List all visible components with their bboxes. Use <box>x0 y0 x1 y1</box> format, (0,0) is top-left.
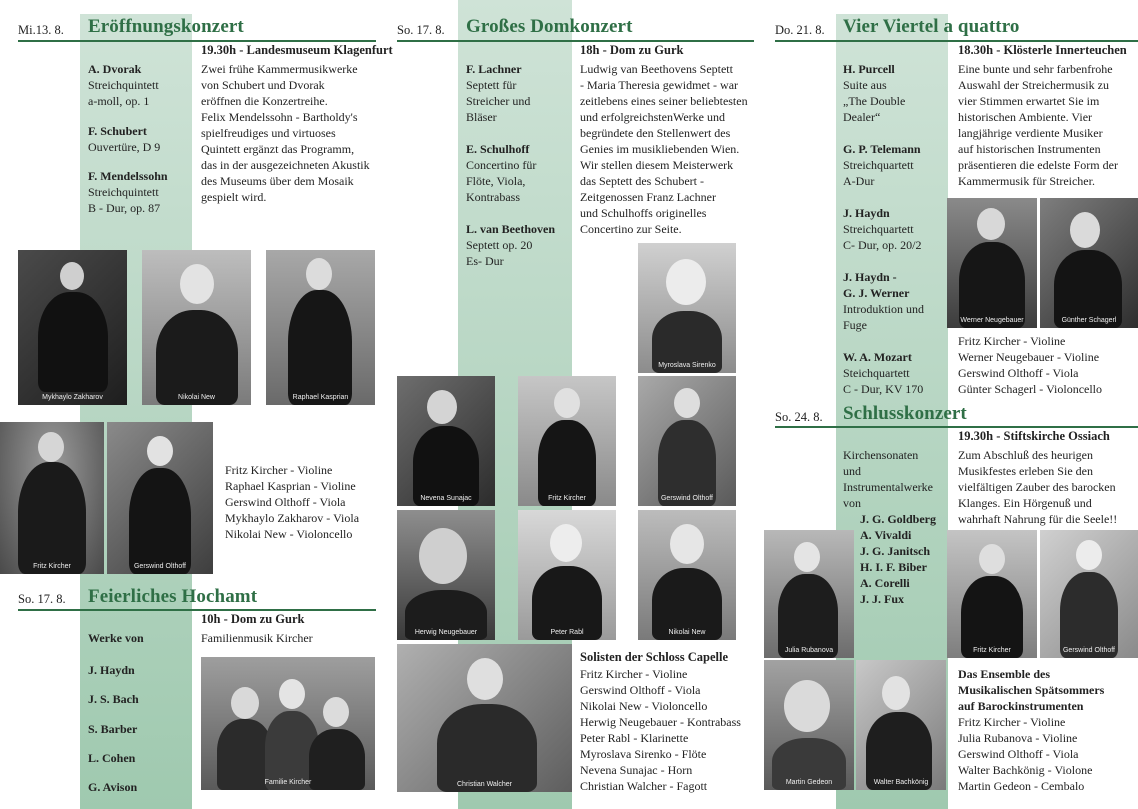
photo-caption: Familie Kircher <box>264 779 312 786</box>
photo-caption: Gerswind Olthoff <box>1062 647 1115 654</box>
program-piece <box>88 123 160 155</box>
photo-caption: Walter Bachkönig <box>873 779 929 786</box>
program-piece: H. Purcell Suite aus „The Double Dealer“ <box>843 62 906 124</box>
event-venue: 18.30h - Klösterle Innerteuchen <box>958 43 1127 57</box>
musician-photo <box>947 198 1037 328</box>
musician-photo <box>397 644 572 792</box>
program-piece: J. Haydn Streichquartett C- Dur, op. 20/2 <box>843 206 922 252</box>
ensemble-heading: Das Ensemble des Musikalischen Spätsommers auf Barockinstrumenten <box>958 667 1105 713</box>
event-title: Schlusskonzert <box>843 403 967 424</box>
composer: F. Schubert <box>88 124 147 138</box>
musician-photo <box>0 422 104 574</box>
photo-caption: Herwig Neugebauer <box>414 629 478 636</box>
musician-photo <box>638 510 736 640</box>
photo-caption: Nikolai New <box>178 394 215 401</box>
musician-photo <box>397 376 495 506</box>
photo-caption: Raphael Kasprian <box>292 394 349 401</box>
event-title: Vier Viertel a quattro <box>843 16 1020 37</box>
event-date: So. 17. 8. <box>397 23 445 37</box>
composer: A. Dvorak <box>88 62 142 76</box>
photo-caption: Mykhaylo Zakharov <box>42 394 103 401</box>
program-intro: Kirchensonaten und Instrumentalwerke von <box>843 448 933 510</box>
photo-caption: Fritz Kircher <box>548 495 586 502</box>
work: Streichquintett <box>88 78 159 92</box>
soloists-heading: Solisten der Schloss Capelle <box>580 650 729 664</box>
work: Ouvertüre, D 9 <box>88 140 161 154</box>
musician-photo <box>518 510 616 640</box>
musician-list: Fritz Kircher - Violine Werner Neugebauer - Violine Gerswind Olthoff - Viola Günter Schagerl - Violoncello <box>958 334 1103 396</box>
works-label: Werke von <box>88 631 144 645</box>
composer: G. Avison <box>88 780 138 794</box>
event-title: Eröffnungskonzert <box>88 16 244 37</box>
event-date: So. 17. 8. <box>18 592 66 606</box>
musician-photo <box>142 250 251 405</box>
event-title: Großes Domkonzert <box>466 16 633 37</box>
event-description: Familienmusik Kircher <box>201 631 313 645</box>
photo-caption: Nevena Sunajac <box>420 495 472 502</box>
photo-caption: Fritz Kircher <box>33 563 71 570</box>
composer: J. Haydn <box>88 663 135 677</box>
event-venue: 19.30h - Stiftskirche Ossiach <box>958 429 1110 443</box>
program-piece <box>88 168 168 216</box>
composer: F. Mendelssohn <box>88 169 168 183</box>
event-date: Do. 21. 8. <box>775 23 825 37</box>
title-rule <box>775 426 1138 428</box>
program-piece: W. A. Mozart Steichquartett C - Dur, KV 170 <box>843 350 924 396</box>
photo-caption: Julia Rubanova <box>784 647 834 654</box>
musician-photo <box>947 530 1037 658</box>
work: Streichquintett <box>88 185 159 199</box>
composer: L. Cohen <box>88 751 136 765</box>
photo-caption: Peter Rabl <box>550 629 584 636</box>
photo-caption: Nikolai New <box>668 629 706 636</box>
event-venue: 10h - Dom zu Gurk <box>201 612 305 626</box>
work: B - Dur, op. 87 <box>88 201 161 215</box>
program-piece: L. van Beethoven Septett op. 20 Es- Dur <box>466 222 556 268</box>
work: a-moll, op. 1 <box>88 94 150 108</box>
event-description: Zwei frühe Kammermusikwerke von Schubert und Dvorak eröffnen die Konzertreihe. Felix Mendelssohn - Bartholdy's spielfreudiges und virtuoses Quintett ergänzt das Programm, das in der ausgezeichneten Akustik des Museums über dem Mosaik gespielt wird. <box>201 62 370 204</box>
event-venue: 19.30h - Landesmuseum Klagenfurt <box>201 43 393 57</box>
photo-caption: Fritz Kircher <box>973 647 1011 654</box>
musician-photo <box>764 660 854 790</box>
program-piece: J. Haydn - G. J. Werner Introduktion und Fuge <box>843 270 924 332</box>
musician-photo <box>266 250 375 405</box>
photo-caption: Günther Schagerl <box>1061 317 1117 324</box>
musician-list: Fritz Kircher - Violine Raphael Kasprian - Violine Gerswind Olthoff - Viola Mykhaylo Zakharov - Viola Nikolai New - Violoncello <box>225 463 360 541</box>
event-description: Ludwig van Beethovens Septett - Maria Theresia gewidmet - war zeitlebens eines seiner beliebtesten und erfolgreichstenWerke und begründete den Stellenwert des Genies im musikliebenden Wien. Wir stellen diesem Meisterwerk das Septett des Schubert - Zeitgenossen Franz Lachner und Schulhoffs originelles Concertino zur Seite. <box>580 62 748 236</box>
photo-caption: Martin Gedeon <box>785 779 833 786</box>
musician-photo <box>107 422 213 574</box>
program-piece <box>88 61 159 109</box>
composer: J. S. Bach <box>88 692 139 706</box>
musician-photo <box>1040 530 1138 658</box>
photo-caption: Gerswind Olthoff <box>660 495 713 502</box>
event-title: Feierliches Hochamt <box>88 586 258 607</box>
program-piece: E. Schulhoff Concertino für Flöte, Viola, Kontrabass <box>466 142 537 204</box>
composer: S. Barber <box>88 722 138 736</box>
musician-photo <box>397 510 495 640</box>
program-piece: F. Lachner Septett für Streicher und Bläser <box>466 62 531 124</box>
title-rule <box>775 40 1138 42</box>
event-description: Eine bunte und sehr farbenfrohe Auswahl der Streichermusik zu vier Stimmen erwartet Sie im historischen Ambiente. Vier langjährige verdiente Musiker auf historischen Instrumenten präsentieren die edelste Form der Kammermusik für Streicher. <box>958 62 1118 188</box>
photo-caption: Werner Neugebauer <box>960 317 1024 324</box>
musician-photo <box>18 250 127 405</box>
musician-photo <box>638 243 736 373</box>
photo-caption: Gerswind Olthoff <box>133 563 186 570</box>
musician-list: Fritz Kircher - Violine Julia Rubanova - Violine Gerswind Olthoff - Viola Walter Bachkönig - Violone Martin Gedeon - Cembalo <box>958 715 1093 793</box>
musician-photo <box>1040 198 1138 328</box>
program-piece: G. P. Telemann Streichquartett A-Dur <box>843 142 921 188</box>
musician-photo <box>518 376 616 506</box>
photo-caption: Myroslava Sirenko <box>658 362 716 369</box>
composer-list: J. G. Goldberg A. Vivaldi J. G. Janitsch H. I. F. Biber A. Corelli J. J. Fux <box>860 512 937 606</box>
musician-photo <box>856 660 946 790</box>
photo-caption: Christian Walcher <box>457 781 512 788</box>
family-photo <box>201 657 375 790</box>
event-description: Zum Abschluß des heurigen Musikfestes erleben Sie den vielfältigen Zauber des barocken Klanges. Ein Hörgenuß und wahrhaft Nahrung für die Seele!! <box>958 448 1118 526</box>
title-rule <box>397 40 754 42</box>
event-date: Mi.13. 8. <box>18 23 64 37</box>
event-venue: 18h - Dom zu Gurk <box>580 43 684 57</box>
title-rule <box>18 40 376 42</box>
musician-photo <box>638 376 736 506</box>
title-rule <box>18 609 376 611</box>
musician-photo <box>764 530 854 658</box>
event-date: So. 24. 8. <box>775 410 823 424</box>
musician-list: Fritz Kircher - Violine Gerswind Olthoff - Viola Nikolai New - Violoncello Herwig Neugebauer - Kontrabass Peter Rabl - Klarinette Myroslava Sirenko - Flöte Nevena Sunajac - Horn Christian Walcher - Fagott <box>580 667 741 793</box>
